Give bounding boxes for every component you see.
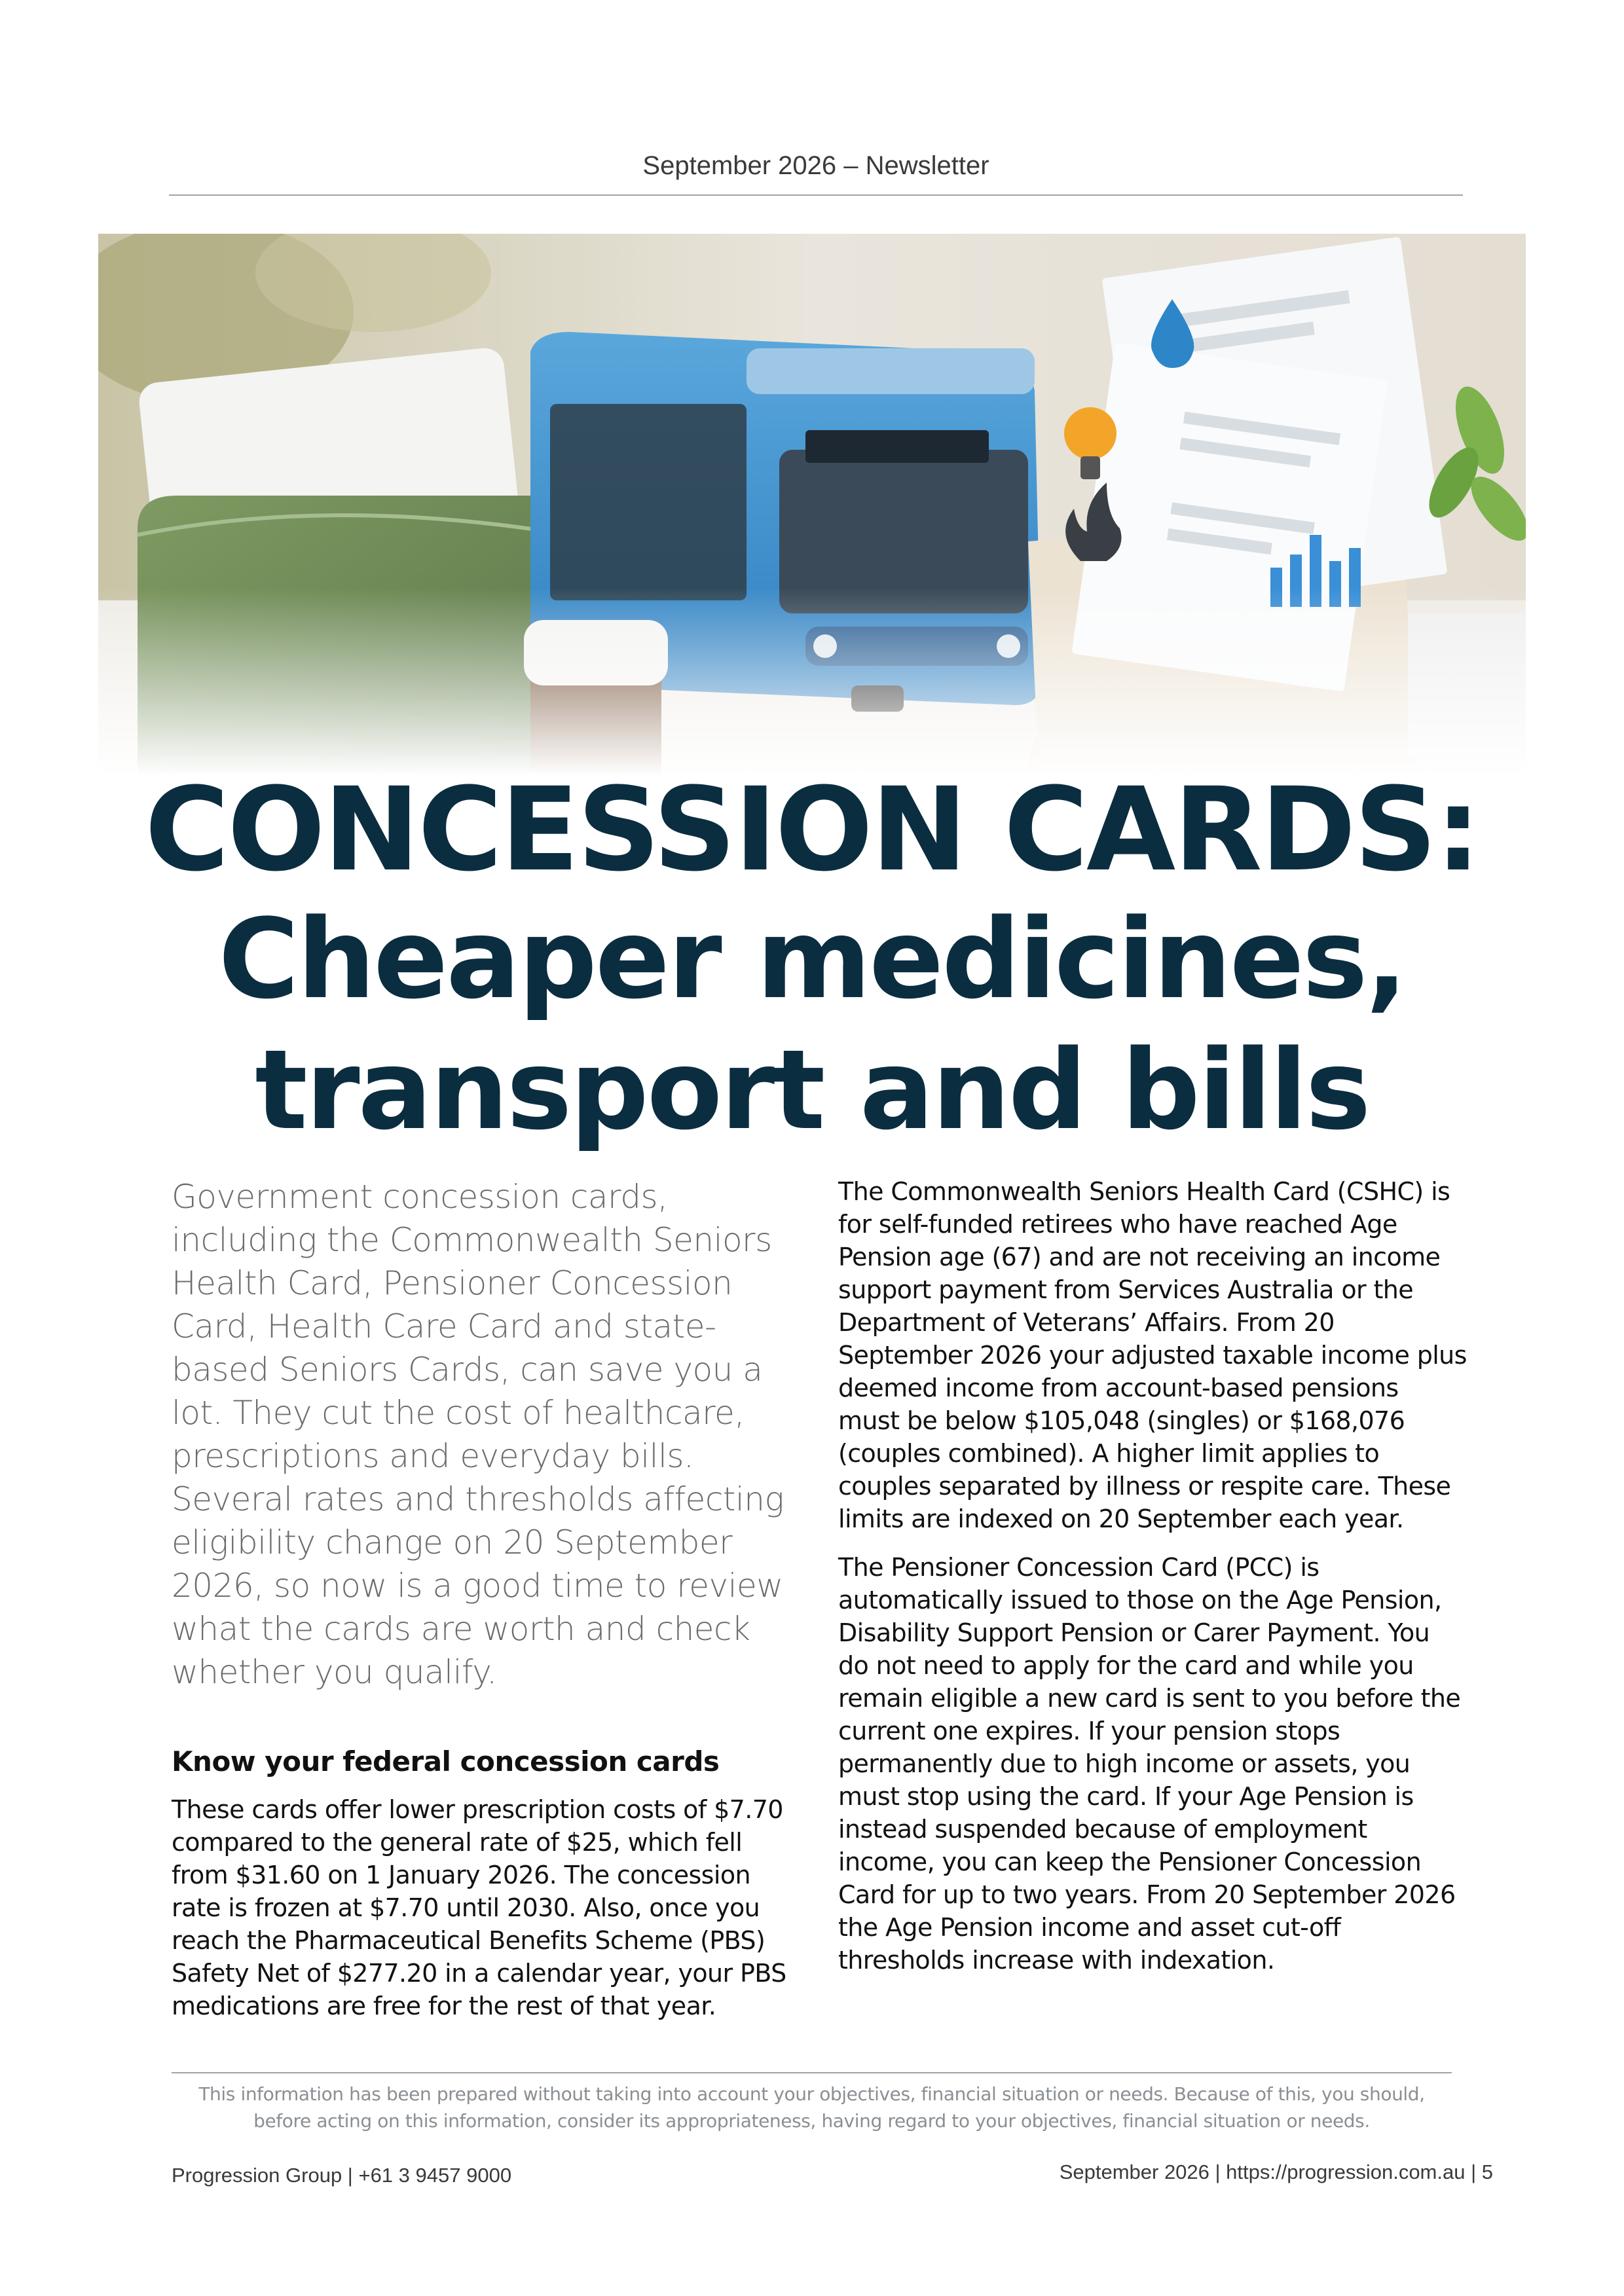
- headline: [98, 763, 1526, 1156]
- pcc-paragraph: The Pensioner Concession Card (PCC) is automatically issued to those on the Age Pension, Disability Support Pension or Carer Payment. You do not need to apply for the card and while you remain eligible a new card is sent to you before the current one expires. If your pension stops permanently due to high income or assets, you must stop using the card. If your Age Pension is instead suspended because of employment income, you can keep the Pensioner Concession Card for up to two years. From 20 September 2026 the Age Pension income and asset cut-off thresholds increase with indexation.: [838, 1553, 1461, 1975]
- section-subheading: Know your federal concession cards: [172, 1745, 720, 1777]
- newsletter-header: September 2026 – Newsletter: [169, 147, 1463, 196]
- hero-illustration: [98, 234, 1526, 823]
- headline-line-1: CONCESSION CARDS:: [145, 763, 1479, 897]
- intro-paragraph: Government concession cards, including the Commonwealth Seniors Health Card, Pensioner Concession Card, Health Care Card and state-based Seniors Cards, can save you a lot. They cut the cost of healthcare, prescriptions and everyday bills. Several rates and thresholds affecting eligibility change on 20 September 2026, so now is a good time to review what the cards are worth and check whether you qualify.: [172, 1178, 784, 1691]
- disclaimer: This information has been prepared without taking into account your objectives, financial situation or needs. Because of this, you should, before acting on this information, consider its appropriateness, having regard to your objectives, financial situation or needs.: [198, 2083, 1425, 2132]
- footer-contact: Progression Group | +61 3 9457 9000: [172, 2164, 512, 2187]
- left-column: [172, 1175, 797, 2022]
- cshc-paragraph: The Commonwealth Seniors Health Card (CSHC) is for self-funded retirees who have reached Age Pension age (67) and are not receiving an income support payment from Services Australia or the Department of Veterans’ Affairs. From 20 September 2026 your adjusted taxable income plus deemed income from account-based pensions must be below $105,048 (singles) or $168,076 (couples combined). A higher limit applies to couples separated by illness or respite care. These limits are indexed on 20 September each year.: [838, 1177, 1467, 1533]
- headline-line-3: transport and bills: [255, 1026, 1369, 1154]
- left-body-paragraph: These cards offer lower prescription costs of $7.70 compared to the general rate of $25, which fell from $31.60 on 1 January 2026. The concession rate is frozen at $7.70 until 2030. Also, once you reach the Pharmaceutical Benefits Scheme (PBS) Safety Net of $277.20 in a calendar year, your PBS medications are free for the rest of that year.: [172, 1795, 786, 2020]
- footer-page-info: September 2026 | https://progression.com.au | 5: [1059, 2160, 1493, 2183]
- right-column: [838, 1175, 1467, 1977]
- disclaimer-divider: [172, 2072, 1452, 2073]
- headline-line-2: Cheaper medicines,: [218, 895, 1406, 1023]
